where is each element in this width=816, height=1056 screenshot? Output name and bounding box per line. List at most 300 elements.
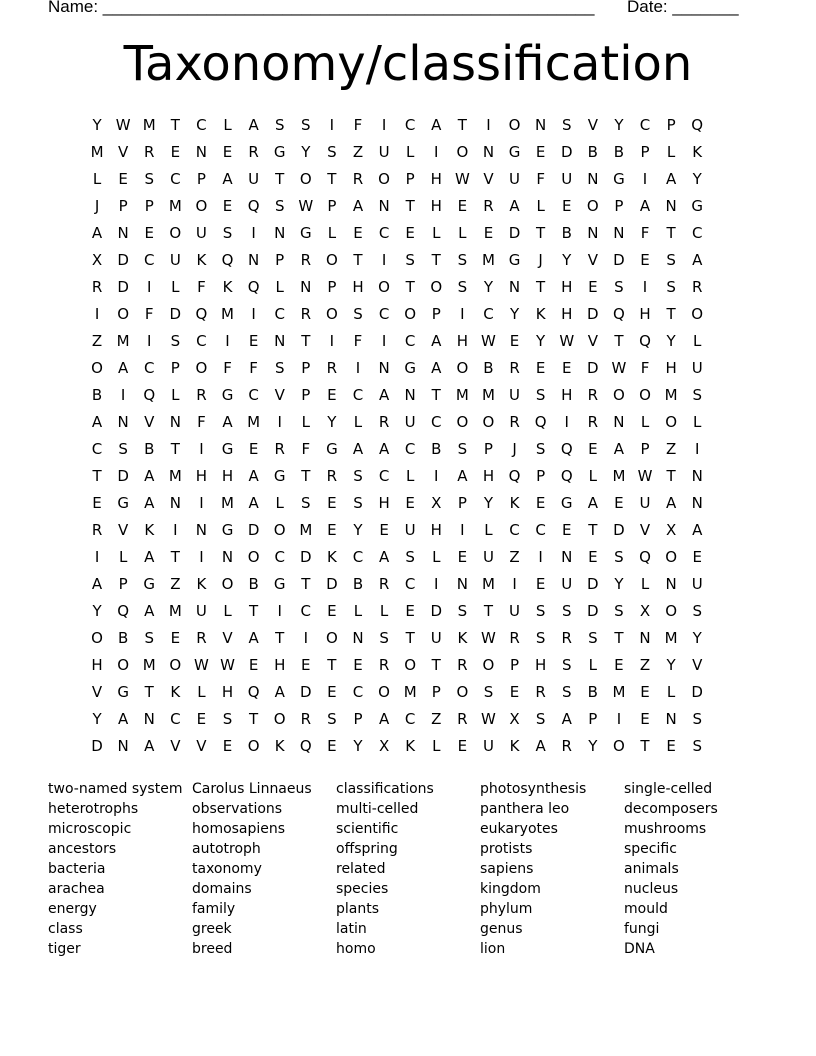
grid-letter: E (196, 710, 207, 728)
grid-letter: S (301, 116, 311, 134)
word-list-item: tiger (48, 941, 81, 957)
grid-letter: L (223, 602, 232, 620)
grid-letter: C (378, 305, 390, 323)
grid-letter: R (274, 440, 285, 458)
grid-letter: O (169, 656, 182, 674)
grid-letter: D (117, 278, 129, 296)
grid-letter: L (275, 278, 284, 296)
grid-letter: R (587, 413, 599, 431)
grid-letter: K (170, 683, 181, 701)
grid-letter: A (144, 602, 155, 620)
grid-letter: E (561, 359, 572, 377)
word-list-item: mould (624, 901, 668, 917)
grid-letter: E (118, 170, 128, 188)
grid-letter: G (508, 143, 521, 161)
grid-letter: K (457, 629, 468, 647)
grid-letter: V (144, 413, 155, 431)
grid-letter: O (117, 656, 130, 674)
grid-letter: A (561, 710, 572, 728)
grid-letter: T (301, 575, 311, 593)
grid-letter: R (144, 143, 155, 161)
grid-letter: O (91, 359, 103, 377)
grid-letter: O (325, 251, 338, 269)
grid-letter: P (327, 278, 337, 296)
grid-letter: P (170, 359, 180, 377)
grid-letter: C (170, 710, 181, 728)
grid-letter: L (353, 602, 363, 620)
grid-letter: O (482, 413, 495, 431)
grid-letter: R (248, 143, 259, 161)
grid-letter: A (535, 737, 546, 755)
grid-letter: I (303, 629, 309, 647)
grid-letter: N (300, 278, 312, 296)
grid-letter: J (94, 197, 100, 215)
grid-letter: C (170, 170, 181, 188)
grid-letter: D (587, 602, 599, 620)
grid-letter: O (378, 278, 390, 296)
grid-letter: E (353, 656, 363, 674)
grid-letter: M (403, 683, 417, 701)
grid-letter: G (273, 575, 286, 593)
grid-letter: R (561, 629, 572, 647)
grid-letter: C (300, 602, 312, 620)
word-list-item: observations (192, 801, 283, 817)
grid-letter: S (353, 305, 363, 323)
grid-letter: H (561, 278, 573, 296)
grid-letter: S (405, 251, 415, 269)
grid-letter: O (482, 656, 495, 674)
grid-letter: F (223, 359, 232, 377)
grid-letter: V (170, 737, 181, 755)
grid-letter: C (509, 521, 520, 539)
grid-letter: O (404, 656, 417, 674)
grid-letter: A (248, 629, 259, 647)
grid-letter: L (640, 575, 650, 593)
grid-letter: T (536, 278, 546, 296)
grid-letter: T (92, 467, 102, 485)
grid-letter: S (666, 251, 676, 269)
grid-letter: C (431, 413, 442, 431)
grid-letter: T (666, 224, 676, 242)
grid-letter: R (300, 251, 312, 269)
word-list-item: bacteria (48, 861, 106, 877)
grid-letter: T (483, 602, 494, 620)
grid-letter: E (248, 656, 259, 674)
grid-letter: G (508, 251, 521, 269)
grid-letter: S (614, 278, 624, 296)
grid-letter: Y (692, 170, 702, 188)
grid-letter: A (144, 494, 155, 512)
grid-letter: O (378, 683, 390, 701)
grid-letter: G (143, 575, 156, 593)
grid-letter: C (352, 548, 364, 566)
grid-letter: F (301, 440, 311, 458)
word-list-item: multi-celled (336, 801, 419, 817)
grid-letter: T (431, 386, 441, 404)
grid-letter: G (613, 170, 625, 188)
grid-letter: G (273, 467, 286, 485)
grid-letter: C (352, 683, 364, 701)
grid-letter: E (327, 683, 337, 701)
grid-letter: D (91, 737, 103, 755)
grid-letter: A (457, 467, 468, 485)
grid-letter: Z (509, 548, 520, 566)
grid-letter: O (430, 278, 443, 296)
grid-letter: I (173, 521, 178, 539)
grid-letter: Q (639, 332, 651, 350)
grid-letter: E (248, 440, 259, 458)
grid-letter: T (170, 440, 180, 458)
grid-letter: O (273, 710, 286, 728)
grid-letter: I (147, 332, 152, 350)
grid-letter: P (666, 116, 676, 134)
grid-letter: L (588, 656, 597, 674)
grid-letter: T (666, 467, 676, 485)
grid-letter: H (91, 656, 103, 674)
grid-letter: Z (431, 710, 442, 728)
grid-letter: S (535, 440, 546, 458)
grid-letter: P (457, 494, 467, 512)
grid-letter: S (170, 332, 181, 350)
grid-letter: A (378, 440, 390, 458)
grid-letter: Q (534, 413, 547, 431)
grid-letter: K (196, 251, 207, 269)
word-list-item: single-celled (624, 781, 713, 797)
grid-letter: C (91, 440, 103, 458)
grid-letter: C (143, 359, 155, 377)
word-list-item: offspring (336, 841, 398, 857)
grid-letter: N (195, 143, 208, 161)
grid-letter: S (222, 224, 233, 242)
grid-letter: Q (560, 467, 573, 485)
grid-letter: Y (483, 494, 494, 512)
grid-letter: T (249, 602, 259, 620)
word-list-item: two-named system (48, 781, 183, 797)
grid-letter: F (640, 359, 650, 377)
grid-letter: A (613, 440, 625, 458)
grid-letter: Z (352, 143, 364, 161)
grid-letter: Y (666, 332, 676, 350)
grid-letter: C (378, 224, 390, 242)
grid-letter: I (381, 116, 387, 134)
grid-letter: P (405, 170, 415, 188)
grid-letter: V (587, 332, 598, 350)
grid-letter: A (222, 413, 233, 431)
grid-letter: V (587, 116, 598, 134)
grid-letter: S (535, 386, 546, 404)
grid-letter: H (378, 494, 390, 512)
grid-letter: A (352, 440, 364, 458)
grid-letter: A (144, 548, 155, 566)
grid-letter: T (666, 305, 676, 323)
grid-letter: A (91, 413, 103, 431)
grid-letter: Y (483, 278, 494, 296)
grid-letter: W (481, 710, 496, 728)
grid-letter: I (434, 575, 439, 593)
grid-letter: O (665, 602, 678, 620)
grid-letter: E (379, 521, 389, 539)
grid-letter: I (277, 413, 282, 431)
grid-letter: I (564, 413, 569, 431)
grid-letter: N (352, 629, 364, 647)
grid-letter: O (195, 197, 208, 215)
grid-letter: U (169, 251, 181, 269)
grid-letter: S (666, 278, 676, 296)
grid-letter: M (116, 332, 130, 350)
grid-letter: H (274, 656, 286, 674)
grid-letter: D (691, 683, 703, 701)
word-list-item: greek (192, 921, 232, 937)
grid-letter: O (91, 629, 103, 647)
grid-letter: A (144, 467, 155, 485)
word-list-item: homo (336, 941, 376, 957)
grid-letter: W (220, 656, 235, 674)
grid-letter: A (431, 359, 442, 377)
grid-letter: C (404, 575, 416, 593)
grid-letter: E (588, 440, 598, 458)
grid-letter: Y (614, 575, 624, 593)
grid-letter: O (456, 683, 469, 701)
date-field-label: Date: _______ (627, 0, 739, 16)
grid-letter: L (118, 548, 128, 566)
grid-letter: A (248, 467, 259, 485)
grid-letter: N (404, 386, 416, 404)
grid-letter: Q (247, 197, 260, 215)
grid-letter: U (195, 602, 207, 620)
grid-letter: M (221, 494, 234, 512)
grid-letter: L (588, 467, 597, 485)
grid-letter: N (378, 359, 390, 377)
grid-letter: E (248, 332, 259, 350)
grid-letter: I (199, 440, 204, 458)
grid-letter: Y (327, 413, 337, 431)
grid-letter: I (147, 278, 152, 296)
grid-letter: F (640, 224, 650, 242)
grid-letter: T (275, 629, 285, 647)
grid-letter: E (353, 224, 363, 242)
word-list (48, 779, 768, 959)
grid-letter: C (404, 116, 416, 134)
grid-letter: P (640, 440, 650, 458)
grid-letter: D (587, 359, 599, 377)
word-list-item: heterotrophs (48, 801, 139, 817)
grid-letter: P (588, 710, 598, 728)
grid-letter: L (353, 413, 363, 431)
grid-letter: Y (301, 143, 311, 161)
grid-letter: A (378, 386, 390, 404)
grid-letter: S (692, 710, 702, 728)
grid-letter: U (561, 575, 573, 593)
grid-letter: S (614, 548, 624, 566)
grid-letter: E (327, 737, 337, 755)
grid-letter: L (327, 224, 337, 242)
grid-letter: R (300, 710, 312, 728)
grid-letter: N (482, 143, 495, 161)
word-list-item: latin (336, 921, 367, 937)
grid-letter: D (247, 521, 260, 539)
grid-letter: A (91, 224, 103, 242)
grid-letter: U (561, 170, 573, 188)
grid-letter: N (613, 224, 625, 242)
grid-letter: N (247, 251, 260, 269)
grid-letter: L (405, 143, 415, 161)
grid-letter: R (457, 710, 468, 728)
grid-letter: G (221, 386, 234, 404)
grid-letter: B (91, 386, 103, 404)
word-list-item: photosynthesis (480, 781, 587, 797)
grid-letter: D (300, 548, 312, 566)
grid-letter: Y (509, 305, 520, 323)
grid-letter: A (144, 737, 155, 755)
grid-letter: F (197, 413, 206, 431)
grid-letter: A (587, 494, 598, 512)
grid-letter: P (144, 197, 154, 215)
grid-letter: P (536, 467, 546, 485)
grid-letter: R (561, 737, 572, 755)
grid-letter: H (665, 359, 677, 377)
grid-letter: I (512, 575, 517, 593)
grid-letter: C (196, 332, 207, 350)
grid-letter: S (614, 602, 624, 620)
grid-letter: B (117, 629, 129, 647)
grid-letter: I (94, 548, 100, 566)
grid-letter: E (405, 602, 415, 620)
word-list-item: autotroph (192, 841, 261, 857)
grid-letter: A (248, 494, 259, 512)
grid-letter: K (144, 521, 155, 539)
grid-letter: S (457, 251, 468, 269)
grid-letter: D (508, 224, 521, 242)
grid-letter: B (248, 575, 259, 593)
grid-letter: L (693, 413, 702, 431)
grid-letter: S (561, 683, 572, 701)
grid-letter: X (665, 521, 677, 539)
grid-letter: B (561, 224, 572, 242)
grid-letter: M (481, 575, 495, 593)
grid-letter: Y (692, 629, 702, 647)
grid-letter: M (168, 197, 182, 215)
grid-letter: V (274, 386, 285, 404)
grid-letter: L (666, 683, 676, 701)
grid-letter: Q (143, 386, 156, 404)
grid-letter: C (691, 224, 703, 242)
grid-letter: C (274, 305, 285, 323)
grid-letter: W (611, 359, 627, 377)
grid-letter: E (640, 710, 650, 728)
grid-letter: N (691, 494, 703, 512)
grid-letter: L (223, 116, 232, 134)
grid-letter: E (327, 494, 337, 512)
grid-letter: F (353, 332, 363, 350)
grid-letter: M (247, 413, 261, 431)
grid-letter: W (454, 170, 470, 188)
grid-letter: A (378, 710, 390, 728)
grid-letter: W (115, 116, 131, 134)
grid-letter: A (509, 197, 520, 215)
grid-letter: G (691, 197, 704, 215)
grid-letter: C (196, 116, 207, 134)
grid-letter: U (482, 737, 494, 755)
grid-letter: S (535, 710, 546, 728)
grid-letter: Y (92, 602, 102, 620)
grid-letter: T (640, 737, 650, 755)
grid-letter: S (274, 116, 285, 134)
grid-letter: A (692, 521, 703, 539)
grid-letter: L (458, 224, 467, 242)
grid-letter: E (457, 197, 468, 215)
grid-letter: I (94, 305, 100, 323)
grid-letter: C (274, 548, 285, 566)
grid-letter: O (117, 305, 130, 323)
grid-letter: E (222, 143, 233, 161)
grid-letter: G (326, 440, 338, 458)
grid-letter: R (352, 170, 364, 188)
grid-letter: O (691, 305, 704, 323)
grid-letter: O (325, 305, 338, 323)
grid-letter: I (642, 170, 648, 188)
word-list-item: taxonomy (192, 861, 262, 877)
grid-letter: W (637, 467, 653, 485)
grid-letter: P (327, 197, 337, 215)
grid-letter: A (665, 170, 677, 188)
word-list-item: homosapiens (192, 821, 286, 837)
grid-letter: T (431, 656, 441, 674)
word-list-item: specific (624, 841, 677, 857)
grid-letter: J (538, 251, 543, 269)
grid-letter: T (614, 629, 624, 647)
grid-letter: X (378, 737, 390, 755)
grid-letter: L (693, 332, 702, 350)
grid-letter: N (274, 332, 286, 350)
grid-letter: I (460, 521, 465, 539)
grid-letter: O (665, 413, 678, 431)
grid-letter: E (327, 602, 337, 620)
grid-letter: K (196, 575, 207, 593)
grid-letter: P (301, 386, 311, 404)
grid-letter: D (117, 251, 129, 269)
grid-letter: S (561, 116, 572, 134)
grid-letter: O (456, 143, 469, 161)
letter-grid (84, 112, 710, 760)
grid-letter: O (508, 116, 521, 134)
word-list-item: arachea (48, 881, 105, 897)
grid-letter: S (561, 656, 572, 674)
grid-letter: O (247, 737, 260, 755)
grid-letter: C (483, 305, 494, 323)
grid-letter: S (144, 170, 154, 188)
word-list-item: class (48, 921, 83, 937)
grid-letter: I (251, 305, 256, 323)
word-list-item: species (336, 881, 389, 897)
grid-letter: V (587, 251, 598, 269)
word-list-item: ancestors (48, 841, 117, 857)
word-list-item: protists (480, 841, 533, 857)
grid-letter: C (404, 710, 416, 728)
grid-letter: I (355, 359, 361, 377)
grid-letter: D (169, 305, 182, 323)
grid-letter: H (639, 305, 651, 323)
grid-letter: K (692, 143, 703, 161)
grid-letter: N (143, 710, 155, 728)
grid-letter: L (171, 278, 180, 296)
grid-letter: L (432, 224, 441, 242)
grid-letter: L (301, 413, 310, 431)
grid-letter: R (326, 467, 338, 485)
grid-letter: K (509, 494, 520, 512)
grid-letter: M (142, 656, 156, 674)
grid-letter: T (301, 467, 311, 485)
grid-letter: Z (91, 332, 103, 350)
